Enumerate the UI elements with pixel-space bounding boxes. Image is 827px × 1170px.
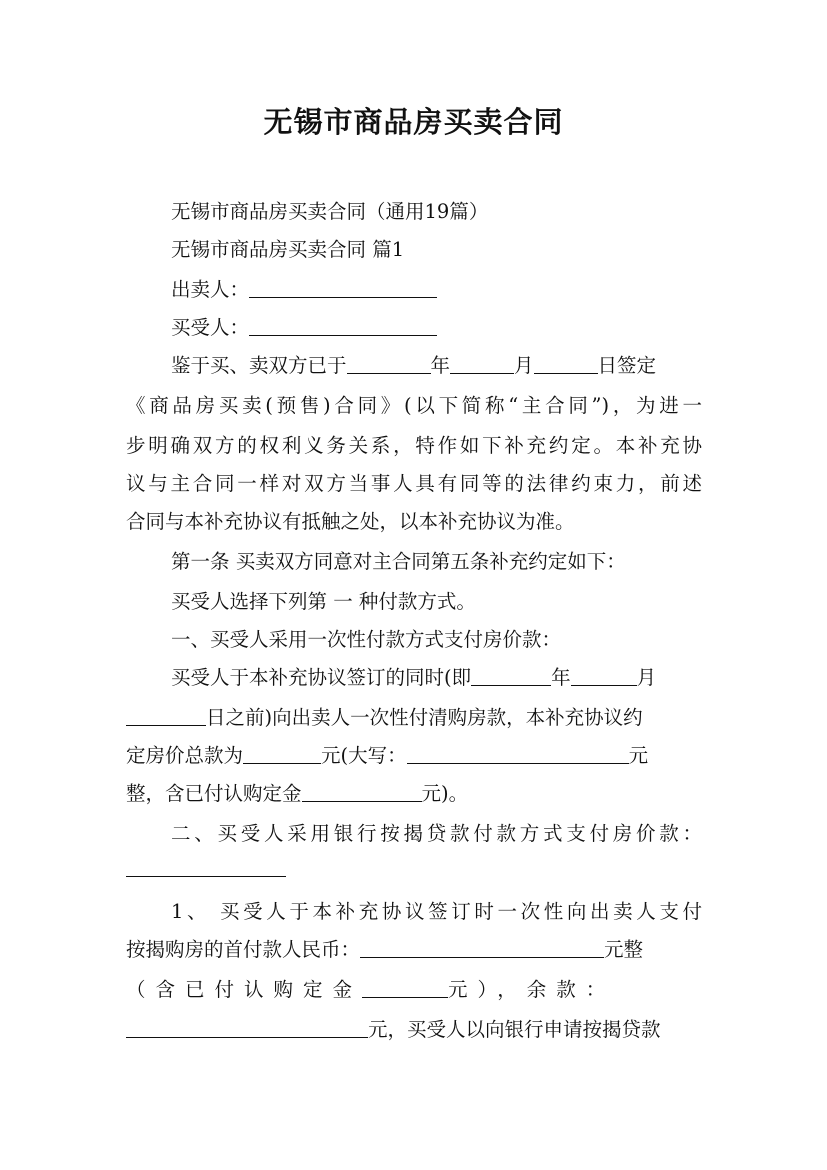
total-price-blank [243, 743, 321, 764]
paragraph-2-line-4 [126, 775, 702, 813]
paragraph-2-line-1 [126, 659, 702, 697]
text-run: 鉴于买、卖双方已于 [171, 354, 347, 377]
text-run: 月 [636, 666, 657, 689]
text-run: 元，买受人以向银行申请按揭贷款 [368, 1018, 661, 1041]
day-blank [126, 705, 206, 726]
paragraph-2-line-2 [126, 699, 702, 737]
text-run: 年 [430, 354, 451, 377]
paragraph-1-line-1 [126, 347, 702, 385]
text-run: 日之前)向出卖人一次性付清购房款，本补充协议约 [206, 706, 643, 729]
deposit-blank [362, 977, 448, 998]
text-run: 买受人于本补充协议签订的同时(即 [171, 666, 472, 689]
paragraph-1-line-2: 《商品房买卖(预售)合同》(以下简称“主合同”)，为进一 [126, 394, 702, 417]
text-run: 元整 [604, 938, 644, 961]
buyer-line [126, 309, 702, 347]
text-run: 元），余款： [448, 978, 616, 1001]
paragraph-2-line-3 [126, 737, 702, 775]
payment-choice: 买受人选择下列第 一 种付款方式。 [171, 590, 476, 613]
paragraph-3-line-1: 1、 买受人于本补充协议签订时一次性向出卖人支付 [171, 900, 702, 923]
month-blank [571, 665, 637, 686]
document-title: 无锡市商品房买卖合同 [263, 105, 564, 139]
seller-label: 出卖人： [171, 278, 250, 301]
text-run: 元 [628, 744, 649, 767]
paragraph-3-line-2 [126, 931, 702, 969]
paragraph-1-line-4: 议与主合同一样对双方当事人具有同等的法律约束力，前述 [126, 472, 702, 495]
down-payment-blank [360, 937, 604, 958]
article-1: 第一条 买卖双方同意对主合同第五条补充约定如下： [171, 550, 626, 573]
seller-blank [249, 277, 437, 298]
deposit-blank [302, 781, 422, 802]
paragraph-3-line-3 [126, 971, 702, 1009]
text-run: 日签定 [597, 354, 657, 377]
month-blank [450, 353, 514, 374]
text-run: 月 [514, 354, 534, 377]
text-run: 元)。 [421, 782, 469, 805]
balance-blank [126, 1017, 368, 1038]
day-blank [534, 353, 598, 374]
blank-line [126, 876, 286, 877]
subtitle: 无锡市商品房买卖合同（通用19篇） [171, 200, 489, 223]
text-run: 年 [551, 666, 571, 689]
seller-line [126, 271, 702, 309]
amount-in-words-blank [407, 743, 629, 764]
buyer-blank [249, 315, 437, 336]
year-blank [471, 665, 551, 686]
paragraph-1-line-3: 步明确双方的权利义务关系，特作如下补充约定。本补充协 [126, 434, 702, 457]
paragraph-3-line-4 [126, 1011, 702, 1049]
text-run: 元(大写： [321, 744, 407, 767]
option-1-heading: 一、买受人采用一次性付款方式支付房价款： [171, 628, 562, 651]
paragraph-1-line-5: 合同与本补充协议有抵触之处，以本补充协议为准。 [126, 510, 575, 533]
buyer-label: 买受人： [171, 316, 250, 339]
section-heading: 无锡市商品房买卖合同 篇1 [171, 238, 405, 261]
option-2-heading: 二、买受人采用银行按揭贷款付款方式支付房价款： [171, 822, 702, 845]
text-run: 定房价总款为 [126, 744, 244, 767]
text-run: 按揭购房的首付款人民币： [126, 938, 361, 961]
text-run: 整，含已付认购定金 [126, 782, 302, 805]
year-blank [347, 353, 431, 374]
text-run: （含已付认购定金 [126, 978, 363, 1001]
